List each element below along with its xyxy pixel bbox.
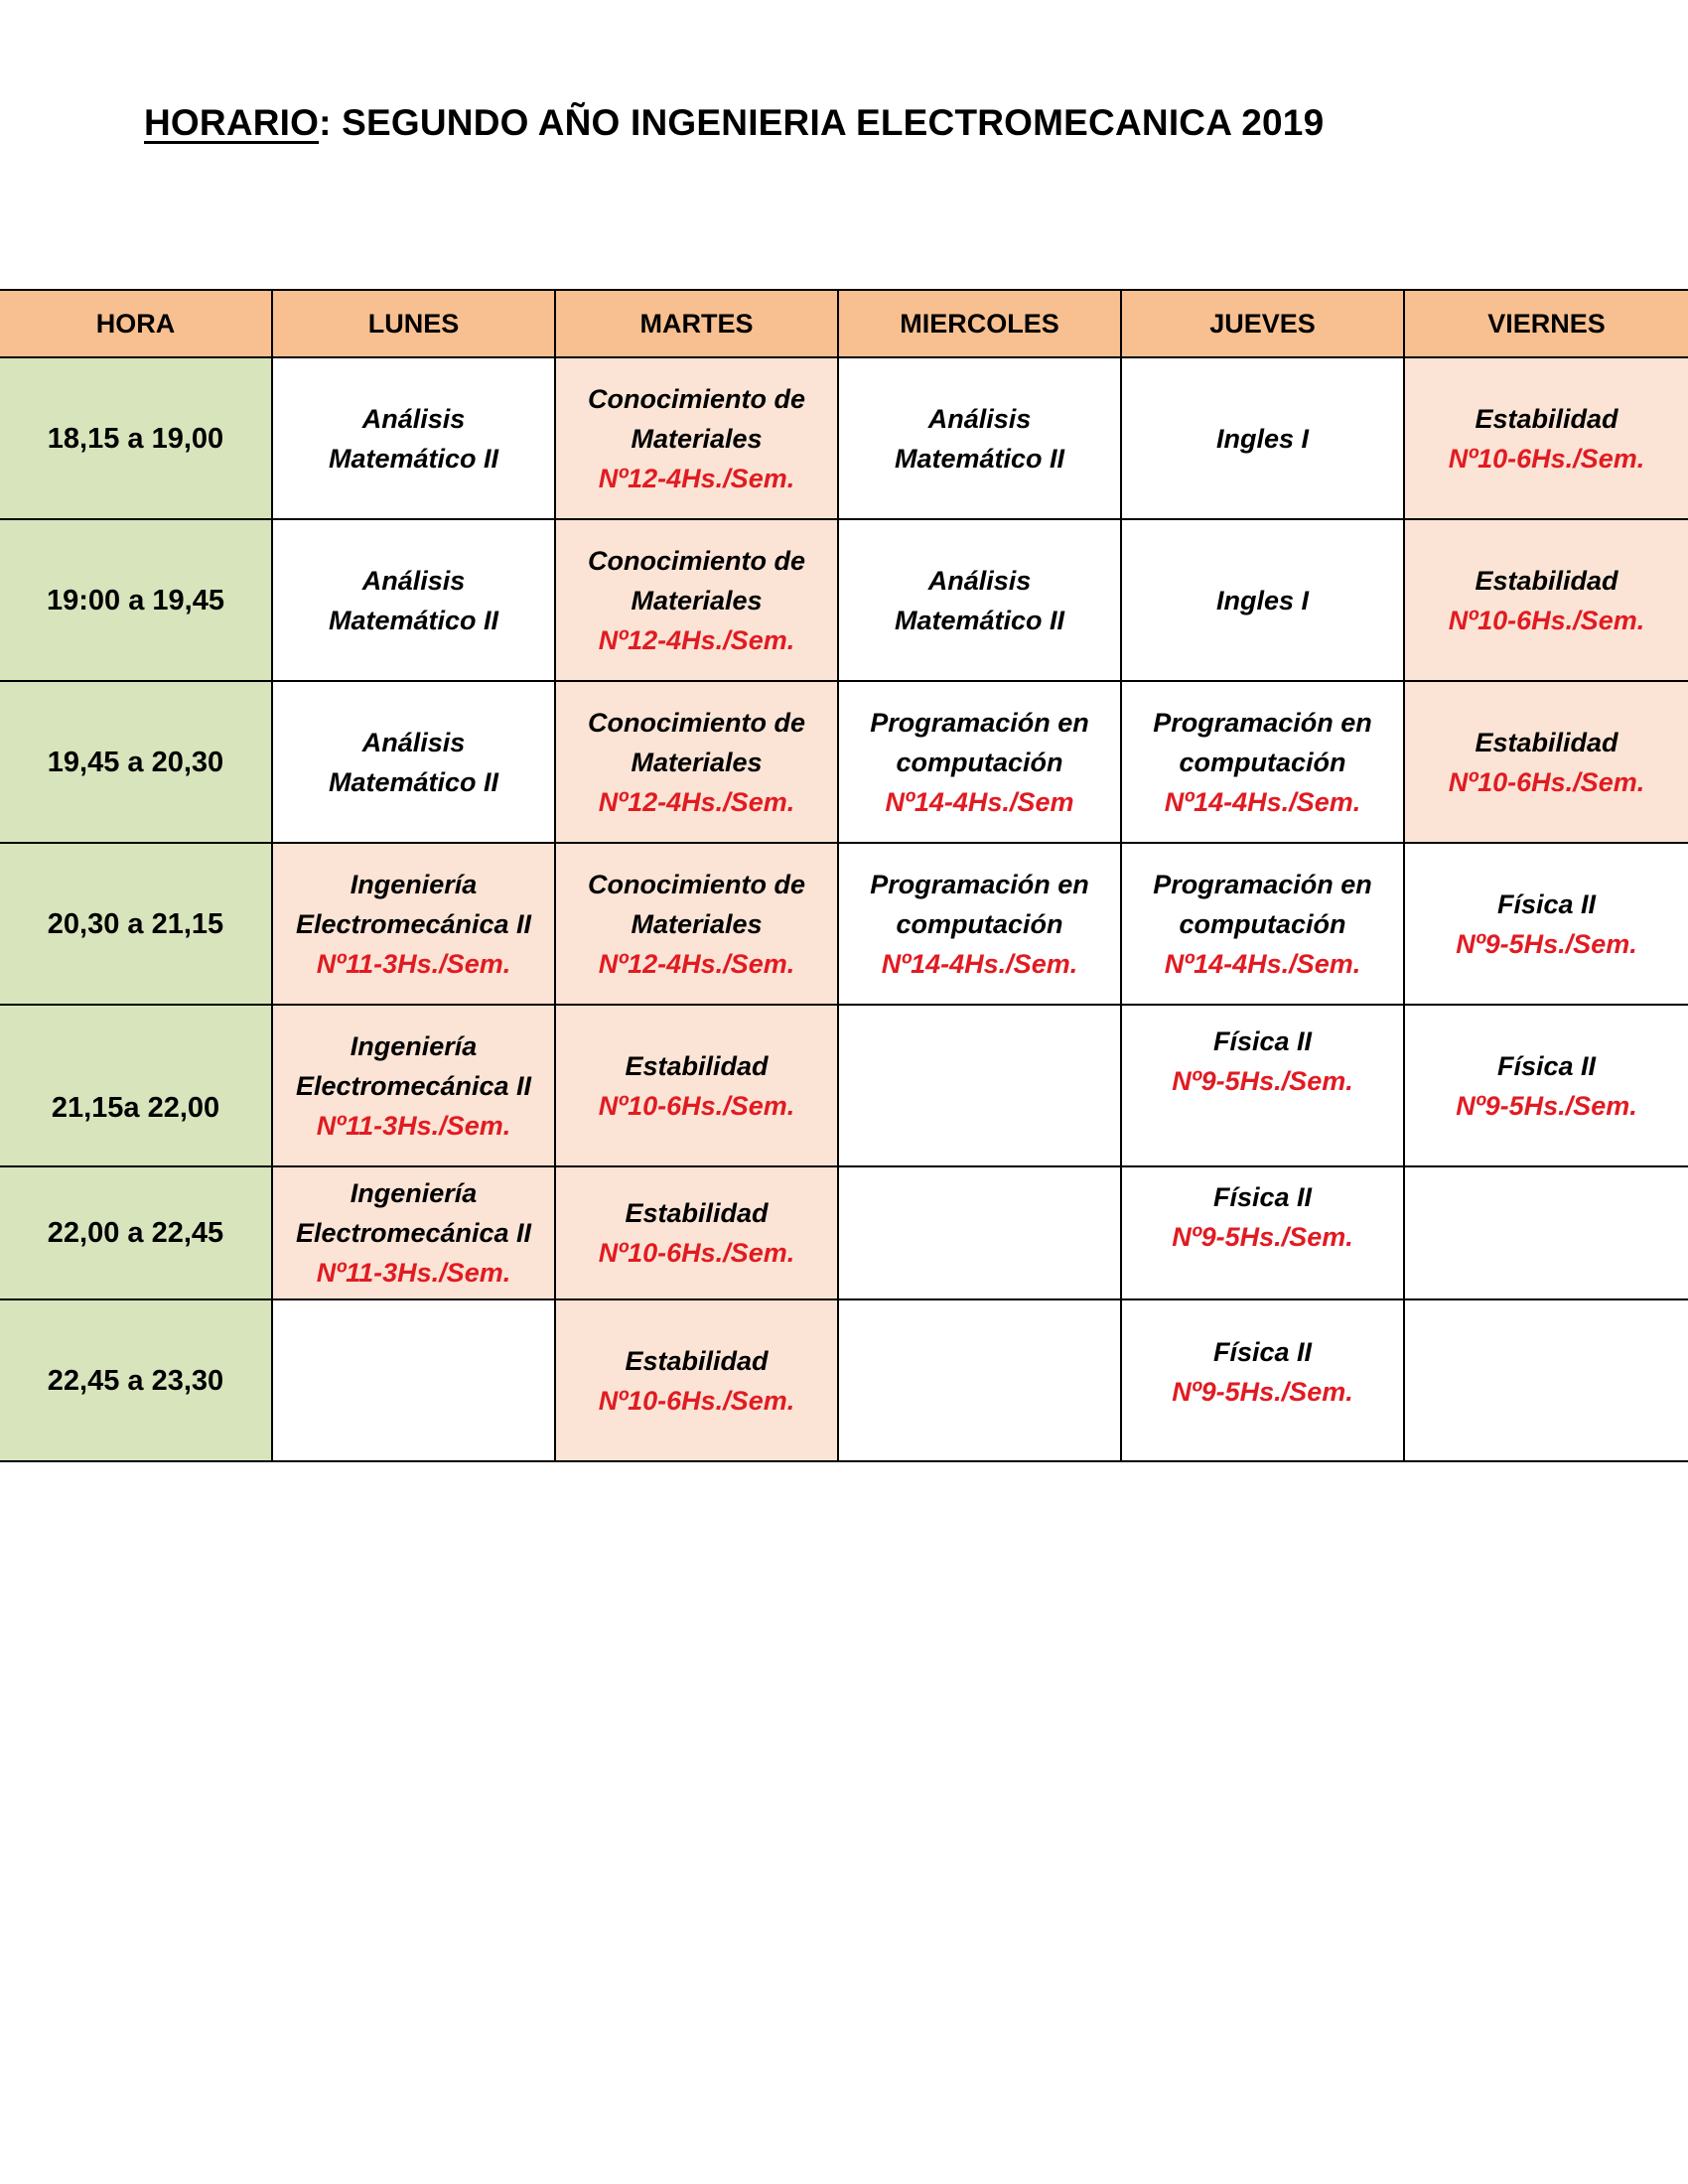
subject-line-1: Física II [1212,1337,1313,1367]
subject-line-1: Estabilidad [625,1345,769,1376]
subject-line-2: Electromecánica II [295,1070,532,1101]
subject-line-1: Programación en [870,869,1089,899]
class-cell-miercoles [838,681,1121,843]
subject-line-2: Matemático II [894,443,1065,474]
table-row [0,357,1688,519]
course-code: Nº12-4Hs./Sem. [598,786,795,817]
subject-line-1: Física II [1212,1182,1313,1212]
hora-cell [0,1005,272,1166]
course-code: Nº11-3Hs./Sem. [316,1110,511,1141]
hora-label: 19,45 a 20,30 [47,746,224,778]
class-cell-jueves [1121,519,1404,681]
class-cell-martes [555,681,838,843]
table-row [0,681,1688,843]
subject-line-2: Matemático II [328,766,499,797]
class-cell-miercoles [838,1005,1121,1166]
subject-line-1: Análisis [361,565,466,596]
class-cell-miercoles [838,357,1121,519]
class-cell-miercoles [838,1299,1121,1461]
class-cell-jueves [1121,357,1404,519]
table-row [0,1299,1688,1461]
class-cell-miercoles [838,1166,1121,1299]
subject-line-2: Electromecánica II [295,908,532,939]
header-lunes: LUNES [272,290,555,357]
subject-line-2: Electromecánica II [295,1218,532,1248]
subject-line-1: Estabilidad [625,1050,769,1081]
class-cell-viernes [1404,1299,1688,1461]
subject-line-2: Materiales [631,747,763,777]
course-code: Nº10-6Hs./Sem. [598,1385,795,1416]
subject-line-2: computación [896,908,1063,939]
subject-line-1: Conocimiento de [587,707,805,738]
course-code: Nº10-6Hs./Sem. [1448,605,1645,635]
subject-line-1: Ingeniería [350,1178,478,1208]
class-cell-viernes [1404,843,1688,1005]
class-cell-jueves [1121,843,1404,1005]
class-cell-martes [555,519,838,681]
class-cell-martes [555,843,838,1005]
course-code: Nº9-5Hs./Sem. [1456,1090,1637,1121]
subject-line-1: Ingeniería [350,1030,478,1061]
course-code: Nº14-4Hs./Sem. [1164,786,1361,817]
class-cell-jueves [1121,1005,1404,1166]
hora-cell [0,357,272,519]
header-miercoles: MIERCOLES [838,290,1121,357]
subject-line-2: Materiales [631,423,763,454]
table-row [0,1166,1688,1299]
subject-line-1: Análisis [927,403,1032,434]
subject-line-2: Matemático II [328,443,499,474]
class-cell-martes [555,357,838,519]
hora-cell [0,1299,272,1461]
class-cell-jueves [1121,1299,1404,1461]
class-cell-viernes [1404,1005,1688,1166]
class-cell-martes [555,1166,838,1299]
hora-cell [0,681,272,843]
subject-line-1: Conocimiento de [587,545,805,576]
header-hora: HORA [0,290,272,357]
subject-line-2: Matemático II [328,605,499,635]
header-martes: MARTES [555,290,838,357]
class-cell-lunes [272,1005,555,1166]
title-lead: HORARIO [144,102,320,143]
hora-cell [0,843,272,1005]
course-code: Nº12-4Hs./Sem. [598,624,795,655]
course-code: Nº10-6Hs./Sem. [1448,443,1645,474]
hora-label: 19:00 a 19,45 [47,584,224,616]
subject-line-1: Física II [1496,888,1597,919]
subject-line-1: Conocimiento de [587,383,805,414]
hora-cell [0,519,272,681]
hora-label: 18,15 a 19,00 [47,422,224,455]
course-code: Nº9-5Hs./Sem. [1456,928,1637,959]
class-cell-lunes [272,1299,555,1461]
class-cell-jueves [1121,681,1404,843]
course-code: Nº12-4Hs./Sem. [598,463,795,493]
class-cell-martes [555,1005,838,1166]
title-rest: : SEGUNDO AÑO INGENIERIA ELECTROMECANICA 2019 [319,102,1325,143]
subject-line-1: Física II [1496,1050,1597,1081]
course-code: Nº9-5Hs./Sem. [1172,1377,1353,1407]
class-cell-lunes [272,681,555,843]
hora-label: 22,45 a 23,30 [47,1364,224,1397]
class-cell-viernes [1404,519,1688,681]
class-cell-lunes [272,1166,555,1299]
subject-line-1: Conocimiento de [587,869,805,899]
header-viernes: VIERNES [1404,290,1688,357]
subject-line-1: Estabilidad [625,1198,769,1228]
class-cell-martes [555,1299,838,1461]
course-code: Nº9-5Hs./Sem. [1172,1222,1353,1252]
class-cell-lunes [272,843,555,1005]
hora-cell [0,1166,272,1299]
subject-line-1: Ingles I [1215,423,1310,454]
subject-line-1: Estabilidad [1475,403,1618,434]
subject-line-1: Programación en [1153,869,1372,899]
course-code: Nº14-4Hs./Sem. [1164,948,1361,979]
hora-label: 20,30 a 21,15 [47,907,224,940]
header-row [0,290,1688,357]
course-code: Nº11-3Hs./Sem. [316,948,511,979]
subject-line-2: Matemático II [894,605,1065,635]
class-cell-lunes [272,357,555,519]
subject-line-1: Física II [1212,1026,1313,1056]
course-code: Nº14-4Hs./Sem. [881,948,1078,979]
page-title [144,102,1324,144]
class-cell-viernes [1404,357,1688,519]
table-row [0,1005,1688,1166]
subject-line-2: Materiales [631,585,763,615]
course-code: Nº10-6Hs./Sem. [598,1238,795,1268]
hora-label: 21,15a 22,00 [51,1092,220,1124]
subject-line-2: computación [1179,908,1346,939]
subject-line-1: Estabilidad [1475,565,1618,596]
subject-line-1: Análisis [361,403,466,434]
hora-label: 22,00 a 22,45 [47,1217,224,1249]
subject-line-2: computación [1179,747,1346,777]
subject-line-2: Materiales [631,908,763,939]
subject-line-1: Análisis [927,565,1032,596]
course-code: Nº12-4Hs./Sem. [598,948,795,979]
course-code: Nº14-4Hs./Sem [885,786,1074,817]
course-code: Nº9-5Hs./Sem. [1172,1066,1353,1096]
class-cell-jueves [1121,1166,1404,1299]
subject-line-2: computación [896,747,1063,777]
class-cell-viernes [1404,681,1688,843]
subject-line-1: Programación en [870,707,1089,738]
subject-line-1: Ingles I [1215,585,1310,615]
subject-line-1: Análisis [361,727,466,757]
class-cell-miercoles [838,519,1121,681]
table-row [0,519,1688,681]
class-cell-miercoles [838,843,1121,1005]
subject-line-1: Programación en [1153,707,1372,738]
class-cell-lunes [272,519,555,681]
course-code: Nº11-3Hs./Sem. [316,1258,511,1288]
class-cell-viernes [1404,1166,1688,1299]
table-row [0,843,1688,1005]
header-jueves: JUEVES [1121,290,1404,357]
subject-line-1: Ingeniería [350,869,478,899]
schedule-table [0,289,1688,1462]
subject-line-1: Estabilidad [1475,727,1618,757]
course-code: Nº10-6Hs./Sem. [1448,766,1645,797]
course-code: Nº10-6Hs./Sem. [598,1090,795,1121]
